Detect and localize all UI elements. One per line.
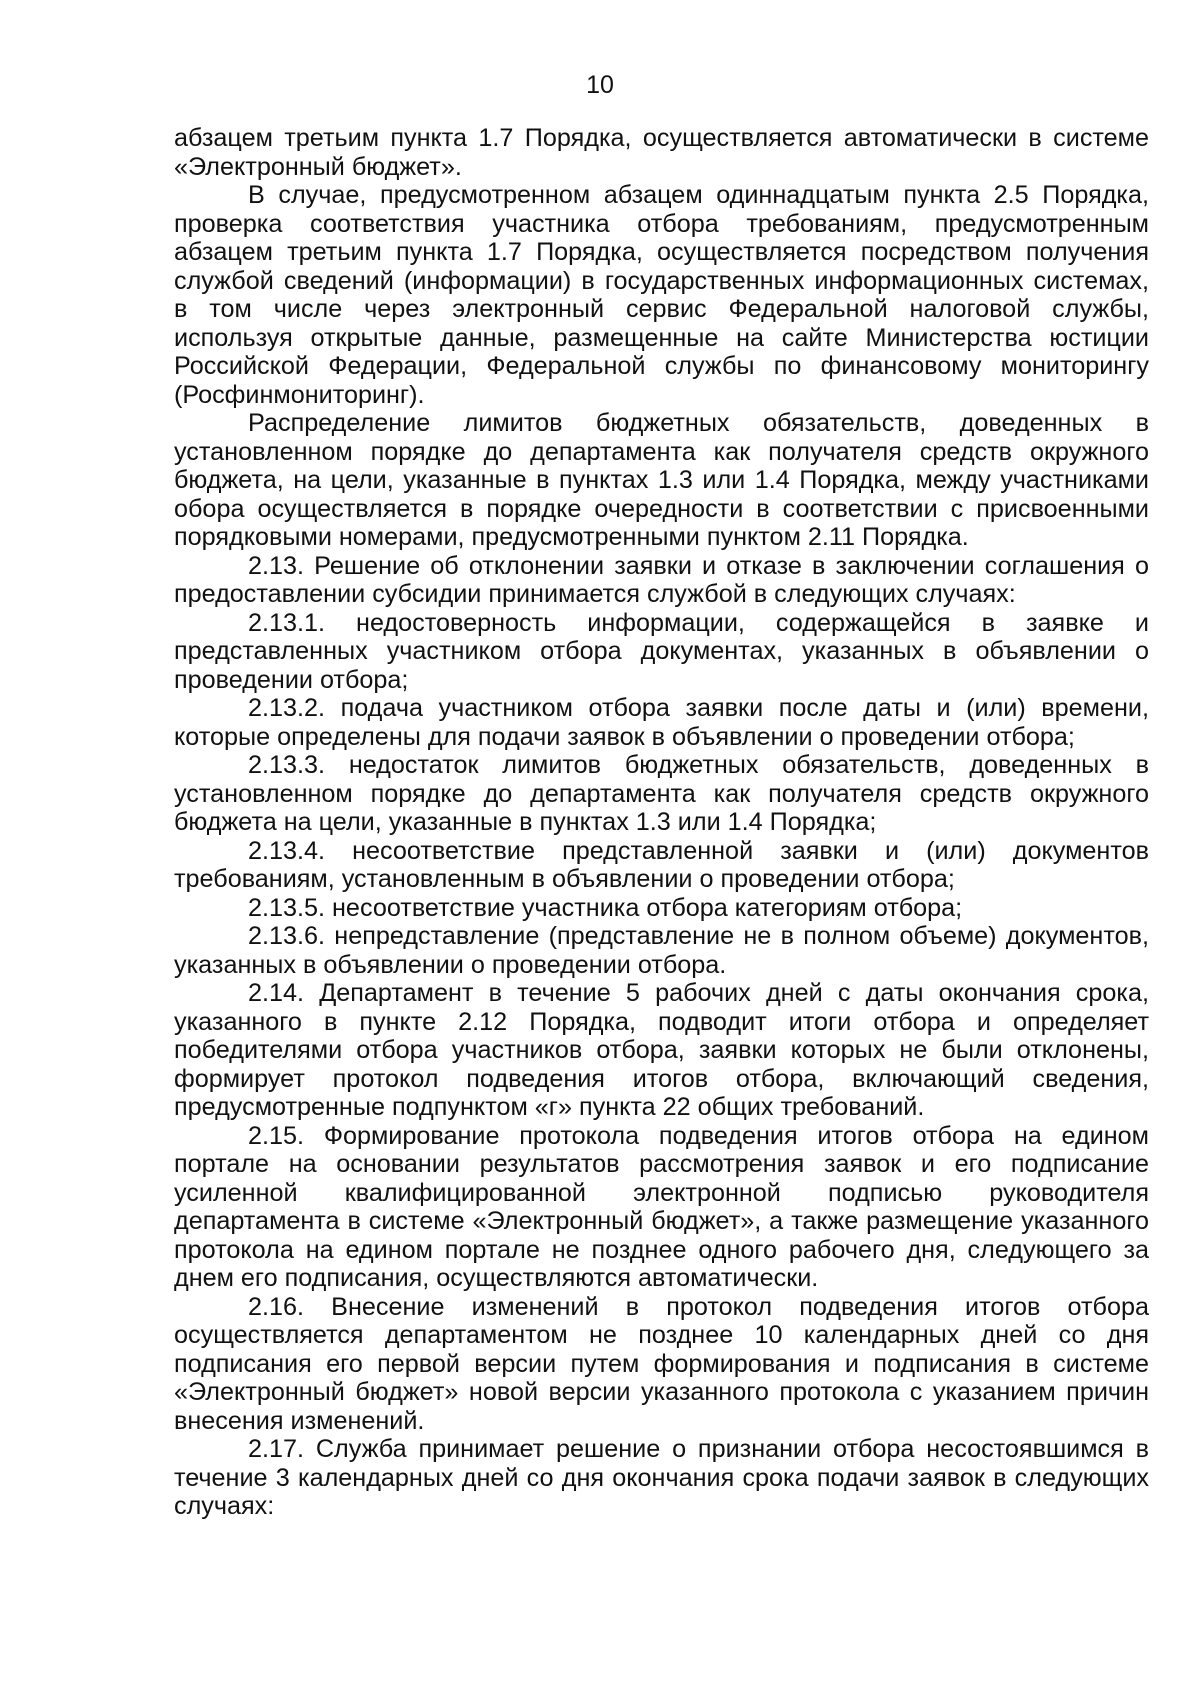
clause-2-13-4: 2.13.4. несоответствие представленной заявки и (или) документов требованиям, установленным в объявлении о проведении отбора;: [174, 836, 1149, 893]
paragraph-check-compliance: В случае, предусмотренном абзацем одиннадцатым пункта 2.5 Порядка, проверка соответствия участника отбора требованиям, предусмотренным абзацем третьим пункта 1.7 Порядка, осуществляется посредством получения службой сведений (информации) в государственных информационных системах, в том числе через электронный сервис Федеральной налоговой службы, используя открытые данные, размещенные на сайте Министерства юстиции Российской Федерации, Федеральной службы по финансовому мониторингу (Росфинмониторинг).: [174, 181, 1149, 409]
document-body: [174, 124, 1149, 1521]
paragraph-limits-distribution: Распределение лимитов бюджетных обязательств, доведенных в установленном порядке до департамента как получателя средств окружного бюджета, на цели, указанные в пунктах 1.3 или 1.4 Порядка, между участниками обора осуществляется в порядке очередности в соответствии с присвоенными порядковыми номерами, предусмотренными пунктом 2.11 Порядка.: [174, 409, 1149, 551]
clause-2-13-6: 2.13.6. непредставление (представление не в полном объеме) документов, указанных в объявлении о проведении отбора.: [174, 922, 1149, 979]
clause-2-15: 2.15. Формирование протокола подведения итогов отбора на едином портале на основании результатов рассмотрения заявок и его подписание усиленной квалифицированной электронной подписью руководителя департамента в системе «Электронный бюджет», а также размещение указанного протокола на едином портале не позднее одного рабочего дня, следующего за днем его подписания, осуществляются автоматически.: [174, 1121, 1149, 1292]
clause-2-14: 2.14. Департамент в течение 5 рабочих дней с даты окончания срока, указанного в пункте 2.12 Порядка, подводит итоги отбора и определяет победителями отбора участников отбора, заявки которых не были отклонены, формирует протокол подведения итогов отбора, включающий сведения, предусмотренные подпунктом «г» пункта 22 общих требований.: [174, 979, 1149, 1121]
clause-2-17: 2.17. Служба принимает решение о признании отбора несостоявшимся в течение 3 календарных дней со дня окончания срока подачи заявок в следующих случаях:: [174, 1435, 1149, 1520]
paragraph-continuation: абзацем третьим пункта 1.7 Порядка, осуществляется автоматически в системе «Электронный бюджет».: [174, 124, 1149, 181]
clause-2-13: 2.13. Решение об отклонении заявки и отказе в заключении соглашения о предоставлении субсидии принимается службой в следующих случаях:: [174, 551, 1149, 608]
page-number: 10: [586, 71, 614, 99]
clause-2-13-2: 2.13.2. подача участником отбора заявки после даты и (или) времени, которые определены для подачи заявок в объявлении о проведении отбора;: [174, 694, 1149, 751]
clause-2-13-5: 2.13.5. несоответствие участника отбора категориям отбора;: [248, 893, 963, 922]
clause-2-13-1: 2.13.1. недостоверность информации, содержащейся в заявке и представленных участником отбора документах, указанных в объявлении о проведении отбора;: [174, 608, 1149, 694]
clause-2-13-3: 2.13.3. недостаток лимитов бюджетных обязательств, доведенных в установленном порядке до департамента как получателя средств окружного бюджета на цели, указанные в пунктах 1.3 или 1.4 Порядка;: [174, 751, 1149, 836]
clause-2-16: 2.16. Внесение изменений в протокол подведения итогов отбора осуществляется департаментом не позднее 10 календарных дней со дня подписания его первой версии путем формирования и подписания в системе «Электронный бюджет» новой версии указанного протокола с указанием причин внесения изменений.: [174, 1292, 1149, 1435]
